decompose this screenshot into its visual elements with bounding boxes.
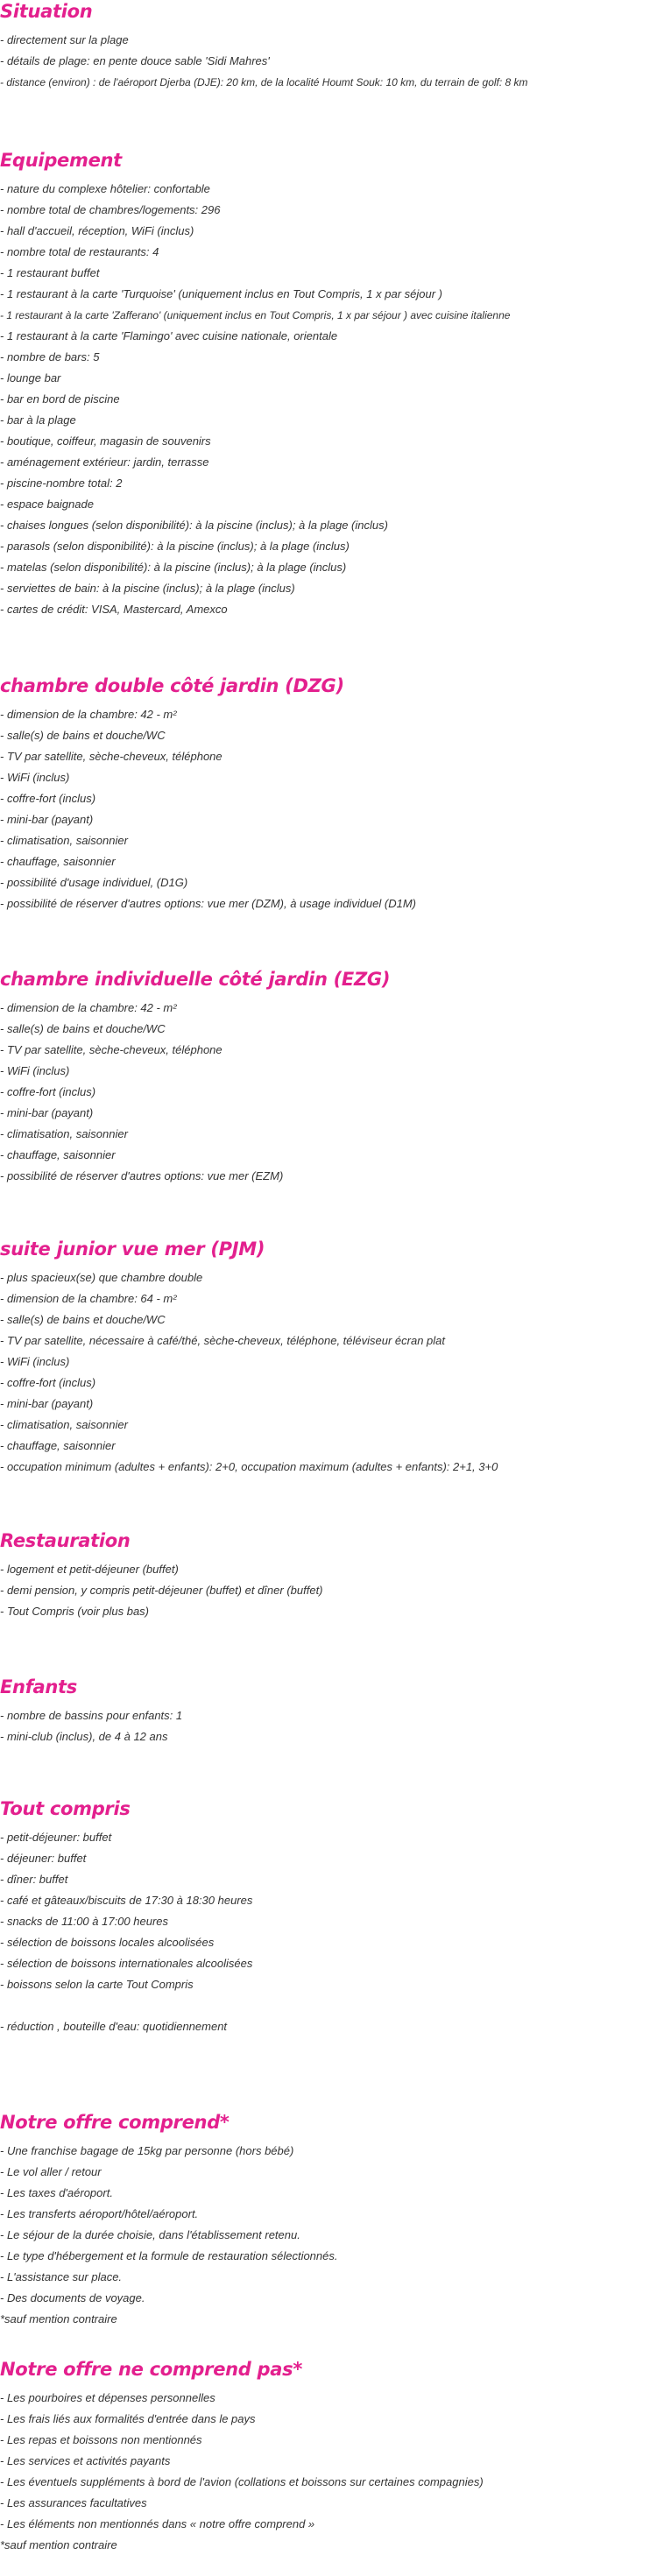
list-item: - chauffage, saisonnier [0,1439,116,1452]
section-title: Enfants [0,1676,77,1697]
section-lines [0,1705,664,1747]
section-title: suite junior vue mer (PJM) [0,1239,265,1260]
section-lines [0,30,664,93]
list-item: - aménagement extérieur: jardin, terrasse [0,455,209,469]
list-item: - salle(s) de bains et douche/WC [0,729,166,742]
list-item: - salle(s) de bains et douche/WC [0,1022,166,1035]
list-item: - demi pension, y compris petit-déjeuner (buffet) et dîner (buffet) [0,1584,323,1597]
section-restauration [0,1529,664,1622]
list-item: - Les assurances facultatives [0,2496,147,2509]
list-item: *sauf mention contraire [0,2312,117,2325]
list-item: - dîner: buffet [0,1873,68,1886]
section-title: chambre individuelle côté jardin (EZG) [0,969,391,990]
list-item: - climatisation, saisonnier [0,834,128,847]
list-item: - mini-club (inclus), de 4 à 12 ans [0,1730,168,1743]
list-item: - climatisation, saisonnier [0,1127,128,1140]
list-item: - logement et petit-déjeuner (buffet) [0,1563,179,1576]
section-offre-comprend [0,2111,664,2330]
list-item: - mini-bar (payant) [0,813,94,826]
list-item: - nombre total de restaurants: 4 [0,245,159,258]
list-item: - mini-bar (payant) [0,1397,94,1410]
list-item: - 1 restaurant à la carte 'Flamingo' avec cuisine nationale, orientale [0,329,338,342]
section-pjm [0,1238,664,1478]
list-item: - sélection de boissons locales alcoolisées [0,1936,215,1949]
list-item: - lounge bar [0,371,61,385]
list-item: - possibilité d'usage individuel, (D1G) [0,876,188,889]
list-item: - possibilité de réserver d'autres options: vue mer (EZM) [0,1169,284,1182]
list-item: - Les éléments non mentionnés dans « notre offre comprend » [0,2517,315,2530]
list-item: - nombre de bars: 5 [0,350,100,363]
section-lines [0,1827,664,2037]
section-lines [0,704,664,914]
spacer [0,1995,664,2016]
list-item: - TV par satellite, nécessaire à café/thé, sèche-cheveux, téléphone, téléviseur écran plat [0,1334,446,1347]
section-title: Notre offre ne comprend pas* [0,2359,303,2380]
list-item: - Les repas et boissons non mentionnés [0,2433,202,2446]
section-title: Restauration [0,1530,131,1551]
list-item: - Tout Compris (voir plus bas) [0,1605,150,1618]
section-situation [0,0,664,93]
list-item: - climatisation, saisonnier [0,1418,128,1431]
list-item: - cartes de crédit: VISA, Mastercard, Amexco [0,603,228,616]
list-item: - parasols (selon disponibilité): à la piscine (inclus); à la plage (inclus) [0,540,350,553]
list-item: - coffre-fort (inclus) [0,792,96,805]
list-item: - petit-déjeuner: buffet [0,1831,112,1844]
section-lines [0,1559,664,1622]
list-item: - Le type d'hébergement et la formule de restauration sélectionnés. [0,2249,338,2262]
list-item: - WiFi (inclus) [0,1064,70,1077]
list-item: - possibilité de réserver d'autres options: vue mer (DZM), à usage individuel (D1M) [0,897,417,910]
list-item: - bar à la plage [0,413,76,427]
list-item: - Les taxes d'aéroport. [0,2186,113,2199]
list-item: - nombre total de chambres/logements: 296 [0,203,221,216]
section-lines [0,179,664,620]
list-item: - TV par satellite, sèche-cheveux, téléphone [0,750,223,763]
section-equipement [0,149,664,620]
list-item: - coffre-fort (inclus) [0,1085,96,1098]
section-offre-ne-comprend-pas [0,2358,664,2556]
list-item: - L'assistance sur place. [0,2270,123,2283]
section-dzg [0,674,664,914]
list-item: - boissons selon la carte Tout Compris [0,1978,194,1991]
section-title: Equipement [0,150,122,171]
section-enfants [0,1676,664,1747]
list-item: - directement sur la plage [0,33,129,46]
list-item: - espace baignade [0,498,94,511]
section-title: chambre double côté jardin (DZG) [0,675,344,696]
list-item: - matelas (selon disponibilité): à la piscine (inclus); à la plage (inclus) [0,561,347,574]
section-ezg [0,968,664,1187]
list-item: - WiFi (inclus) [0,1355,70,1368]
list-item: - plus spacieux(se) que chambre double [0,1271,203,1284]
list-item: - piscine-nombre total: 2 [0,476,123,490]
list-item: - Des documents de voyage. [0,2291,145,2304]
list-item: - Le séjour de la durée choisie, dans l'établissement retenu. [0,2228,300,2241]
list-item: - réduction , bouteille d'eau: quotidiennement [0,2020,228,2033]
section-lines [0,998,664,1187]
list-item: - mini-bar (payant) [0,1106,94,1119]
section-lines [0,2141,664,2330]
list-item: - WiFi (inclus) [0,771,70,784]
section-tout-compris [0,1797,664,2037]
list-item: - chauffage, saisonnier [0,1148,116,1161]
list-item: - Une franchise bagage de 15kg par personne (hors bébé) [0,2144,294,2157]
list-item: - détails de plage: en pente douce sable 'Sidi Mahres' [0,54,270,67]
section-title: Situation [0,1,93,22]
section-title: Tout compris [0,1798,131,1819]
list-item: - Les éventuels suppléments à bord de l'avion (collations et boissons sur certaines compagnies) [0,2475,484,2488]
list-item: - snacks de 11:00 à 17:00 heures [0,1915,168,1928]
list-item: - bar en bord de piscine [0,392,120,406]
list-item: - nature du complexe hôtelier: confortable [0,182,210,195]
list-item: - café et gâteaux/biscuits de 17:30 à 18:30 heures [0,1894,253,1907]
list-item: - sélection de boissons internationales alcoolisées [0,1957,253,1970]
list-item: - déjeuner: buffet [0,1852,87,1865]
list-item: - chauffage, saisonnier [0,855,116,868]
list-item: - dimension de la chambre: 64 - m² [0,1292,177,1305]
list-item: - occupation minimum (adultes + enfants): 2+0, occupation maximum (adultes + enfants): 2+1, 3+0 [0,1460,498,1473]
list-item: - boutique, coiffeur, magasin de souvenirs [0,434,211,448]
list-item: - serviettes de bain: à la piscine (inclus); à la plage (inclus) [0,582,295,595]
list-item: - coffre-fort (inclus) [0,1376,96,1389]
list-item: - dimension de la chambre: 42 - m² [0,1001,177,1014]
list-item: - Les transferts aéroport/hôtel/aéroport. [0,2207,199,2220]
list-item: - Les frais liés aux formalités d'entrée dans le pays [0,2412,256,2425]
list-item: - 1 restaurant à la carte 'Turquoise' (uniquement inclus en Tout Compris, 1 x par séjour ) [0,287,442,300]
list-item: - nombre de bassins pour enfants: 1 [0,1709,183,1722]
list-item: - TV par satellite, sèche-cheveux, téléphone [0,1043,223,1056]
list-item: *sauf mention contraire [0,2538,117,2551]
list-item: - dimension de la chambre: 42 - m² [0,708,177,721]
list-item: - distance (environ) : de l'aéroport Djerba (DJE): 20 km, de la localité Houmt Souk: 10 km, du terrain de golf: 8 km [0,76,528,88]
list-item: - hall d'accueil, réception, WiFi (inclus) [0,224,194,237]
section-lines [0,1267,664,1478]
list-item: - chaises longues (selon disponibilité): à la piscine (inclus); à la plage (inclus) [0,519,388,532]
section-title: Notre offre comprend* [0,2112,230,2133]
list-item: - Les services et activités payants [0,2454,171,2467]
section-lines [0,2388,664,2556]
list-item: - 1 restaurant buffet [0,266,100,279]
list-item: - Les pourboires et dépenses personnelles [0,2391,215,2404]
list-item: - Le vol aller / retour [0,2165,102,2178]
list-item: - salle(s) de bains et douche/WC [0,1313,166,1326]
list-item: - 1 restaurant à la carte 'Zafferano' (uniquement inclus en Tout Compris, 1 x par séjour ) avec cuisine italienne [0,309,511,321]
